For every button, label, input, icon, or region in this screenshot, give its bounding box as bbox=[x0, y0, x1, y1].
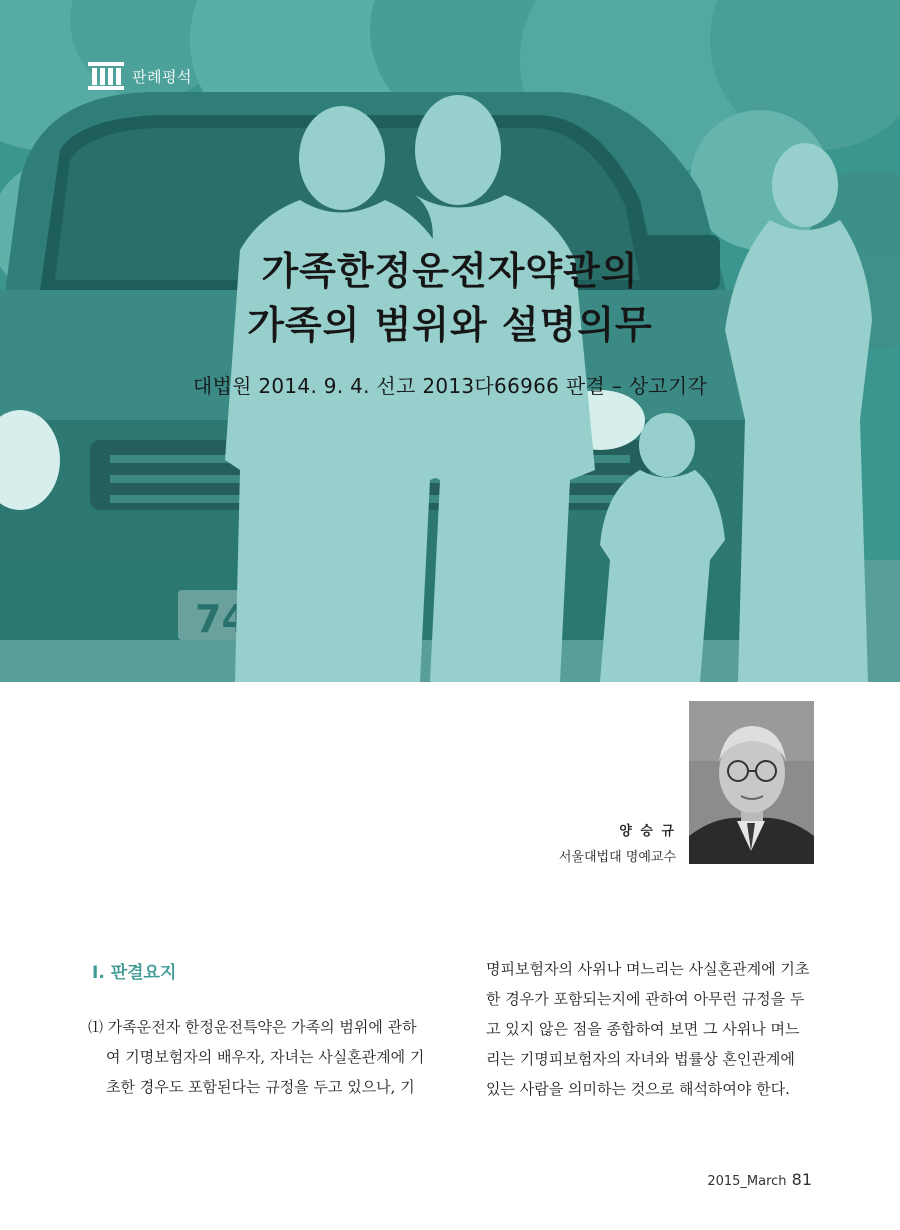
left-column bbox=[88, 1012, 444, 1102]
article-subtitle: 대법원 2014. 9. 4. 선고 2013다66966 판결 – 상고기각 bbox=[192, 374, 708, 398]
issue-label: 2015_March bbox=[707, 1174, 787, 1189]
article-title-block bbox=[0, 244, 900, 399]
page-number: 81 bbox=[791, 1170, 812, 1189]
author-portrait bbox=[689, 701, 814, 864]
paragraph-line: 고 있지 않은 점을 종합하여 보면 그 사위나 며느 bbox=[486, 1020, 800, 1038]
paragraph-line: 한 경우가 포함되는지에 관하여 아무런 규정을 두 bbox=[486, 990, 805, 1008]
paragraph-line: 명피보험자의 사위나 며느리는 사실혼관계에 기초 bbox=[486, 960, 810, 978]
right-column bbox=[486, 954, 816, 1104]
paragraph-line: 초한 경우도 포함된다는 규정을 두고 있으나, 기 bbox=[106, 1078, 415, 1096]
paragraph-line: 리는 기명피보험자의 자녀와 법률상 혼인관계에 bbox=[486, 1050, 795, 1068]
section-tag bbox=[88, 62, 192, 90]
paragraph-line: 있는 사람을 의미하는 것으로 해석하여야 한다. bbox=[486, 1080, 790, 1098]
paragraph-line: ⑴ 가족운전자 한정운전특약은 가족의 범위에 관하 bbox=[88, 1018, 417, 1036]
author-name: 양 승 규 bbox=[619, 824, 676, 839]
section-heading: Ⅰ. 판결요지 bbox=[92, 963, 177, 983]
author-photo bbox=[689, 701, 814, 864]
section-tag-label: 판례평석 bbox=[132, 67, 192, 86]
paragraph-line: 여 기명보험자의 배우자, 자녀는 사실혼관계에 기 bbox=[106, 1048, 425, 1066]
author-affiliation: 서울대법대 명예교수 bbox=[558, 850, 676, 865]
article-title-line-1: 가족한정운전자약관의 bbox=[261, 249, 639, 293]
page-footer bbox=[707, 1170, 812, 1189]
courthouse-icon bbox=[88, 62, 124, 90]
article-title-line-2: 가족의 범위와 설명의무 bbox=[247, 303, 653, 347]
